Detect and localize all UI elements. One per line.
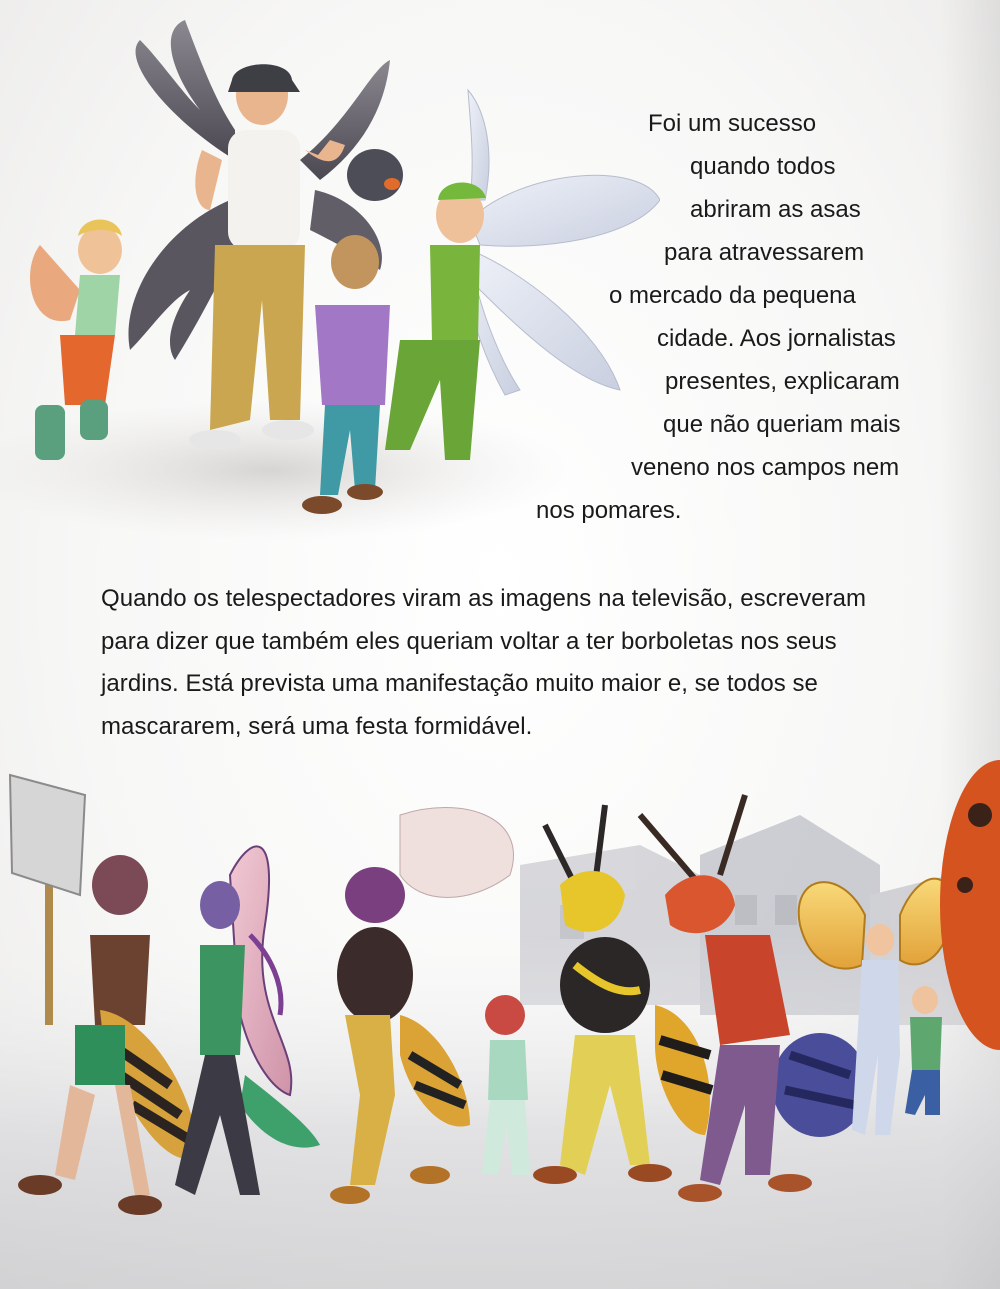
text-line: Foi um sucesso bbox=[648, 110, 817, 137]
text-line: mascararem, será uma festa formidável. bbox=[101, 712, 533, 740]
text-line: para dizer que também eles queriam voltar a ter borboletas nos seus bbox=[101, 627, 837, 655]
text-line: o mercado da pequena bbox=[609, 282, 856, 309]
main-paragraph bbox=[101, 578, 961, 748]
bottom-illustration bbox=[0, 755, 1000, 1289]
text-line: cidade. Aos jornalistas bbox=[657, 325, 896, 352]
text-line: presentes, explicaram bbox=[665, 368, 900, 395]
text-line: abriram as asas bbox=[690, 196, 861, 223]
top-illustration bbox=[0, 0, 660, 540]
text-line: jardins. Está prevista uma manifestação muito maior e, se todos se bbox=[101, 670, 818, 697]
text-line: nos pomares. bbox=[536, 497, 682, 524]
text-line: para atravessarem bbox=[664, 239, 865, 266]
text-line: Quando os telespectadores viram as imagens na televisão, escreveram bbox=[101, 585, 867, 612]
text-line: que não queriam mais bbox=[663, 411, 901, 438]
text-line: quando todos bbox=[690, 153, 836, 180]
text-line: veneno nos campos nem bbox=[631, 454, 900, 481]
